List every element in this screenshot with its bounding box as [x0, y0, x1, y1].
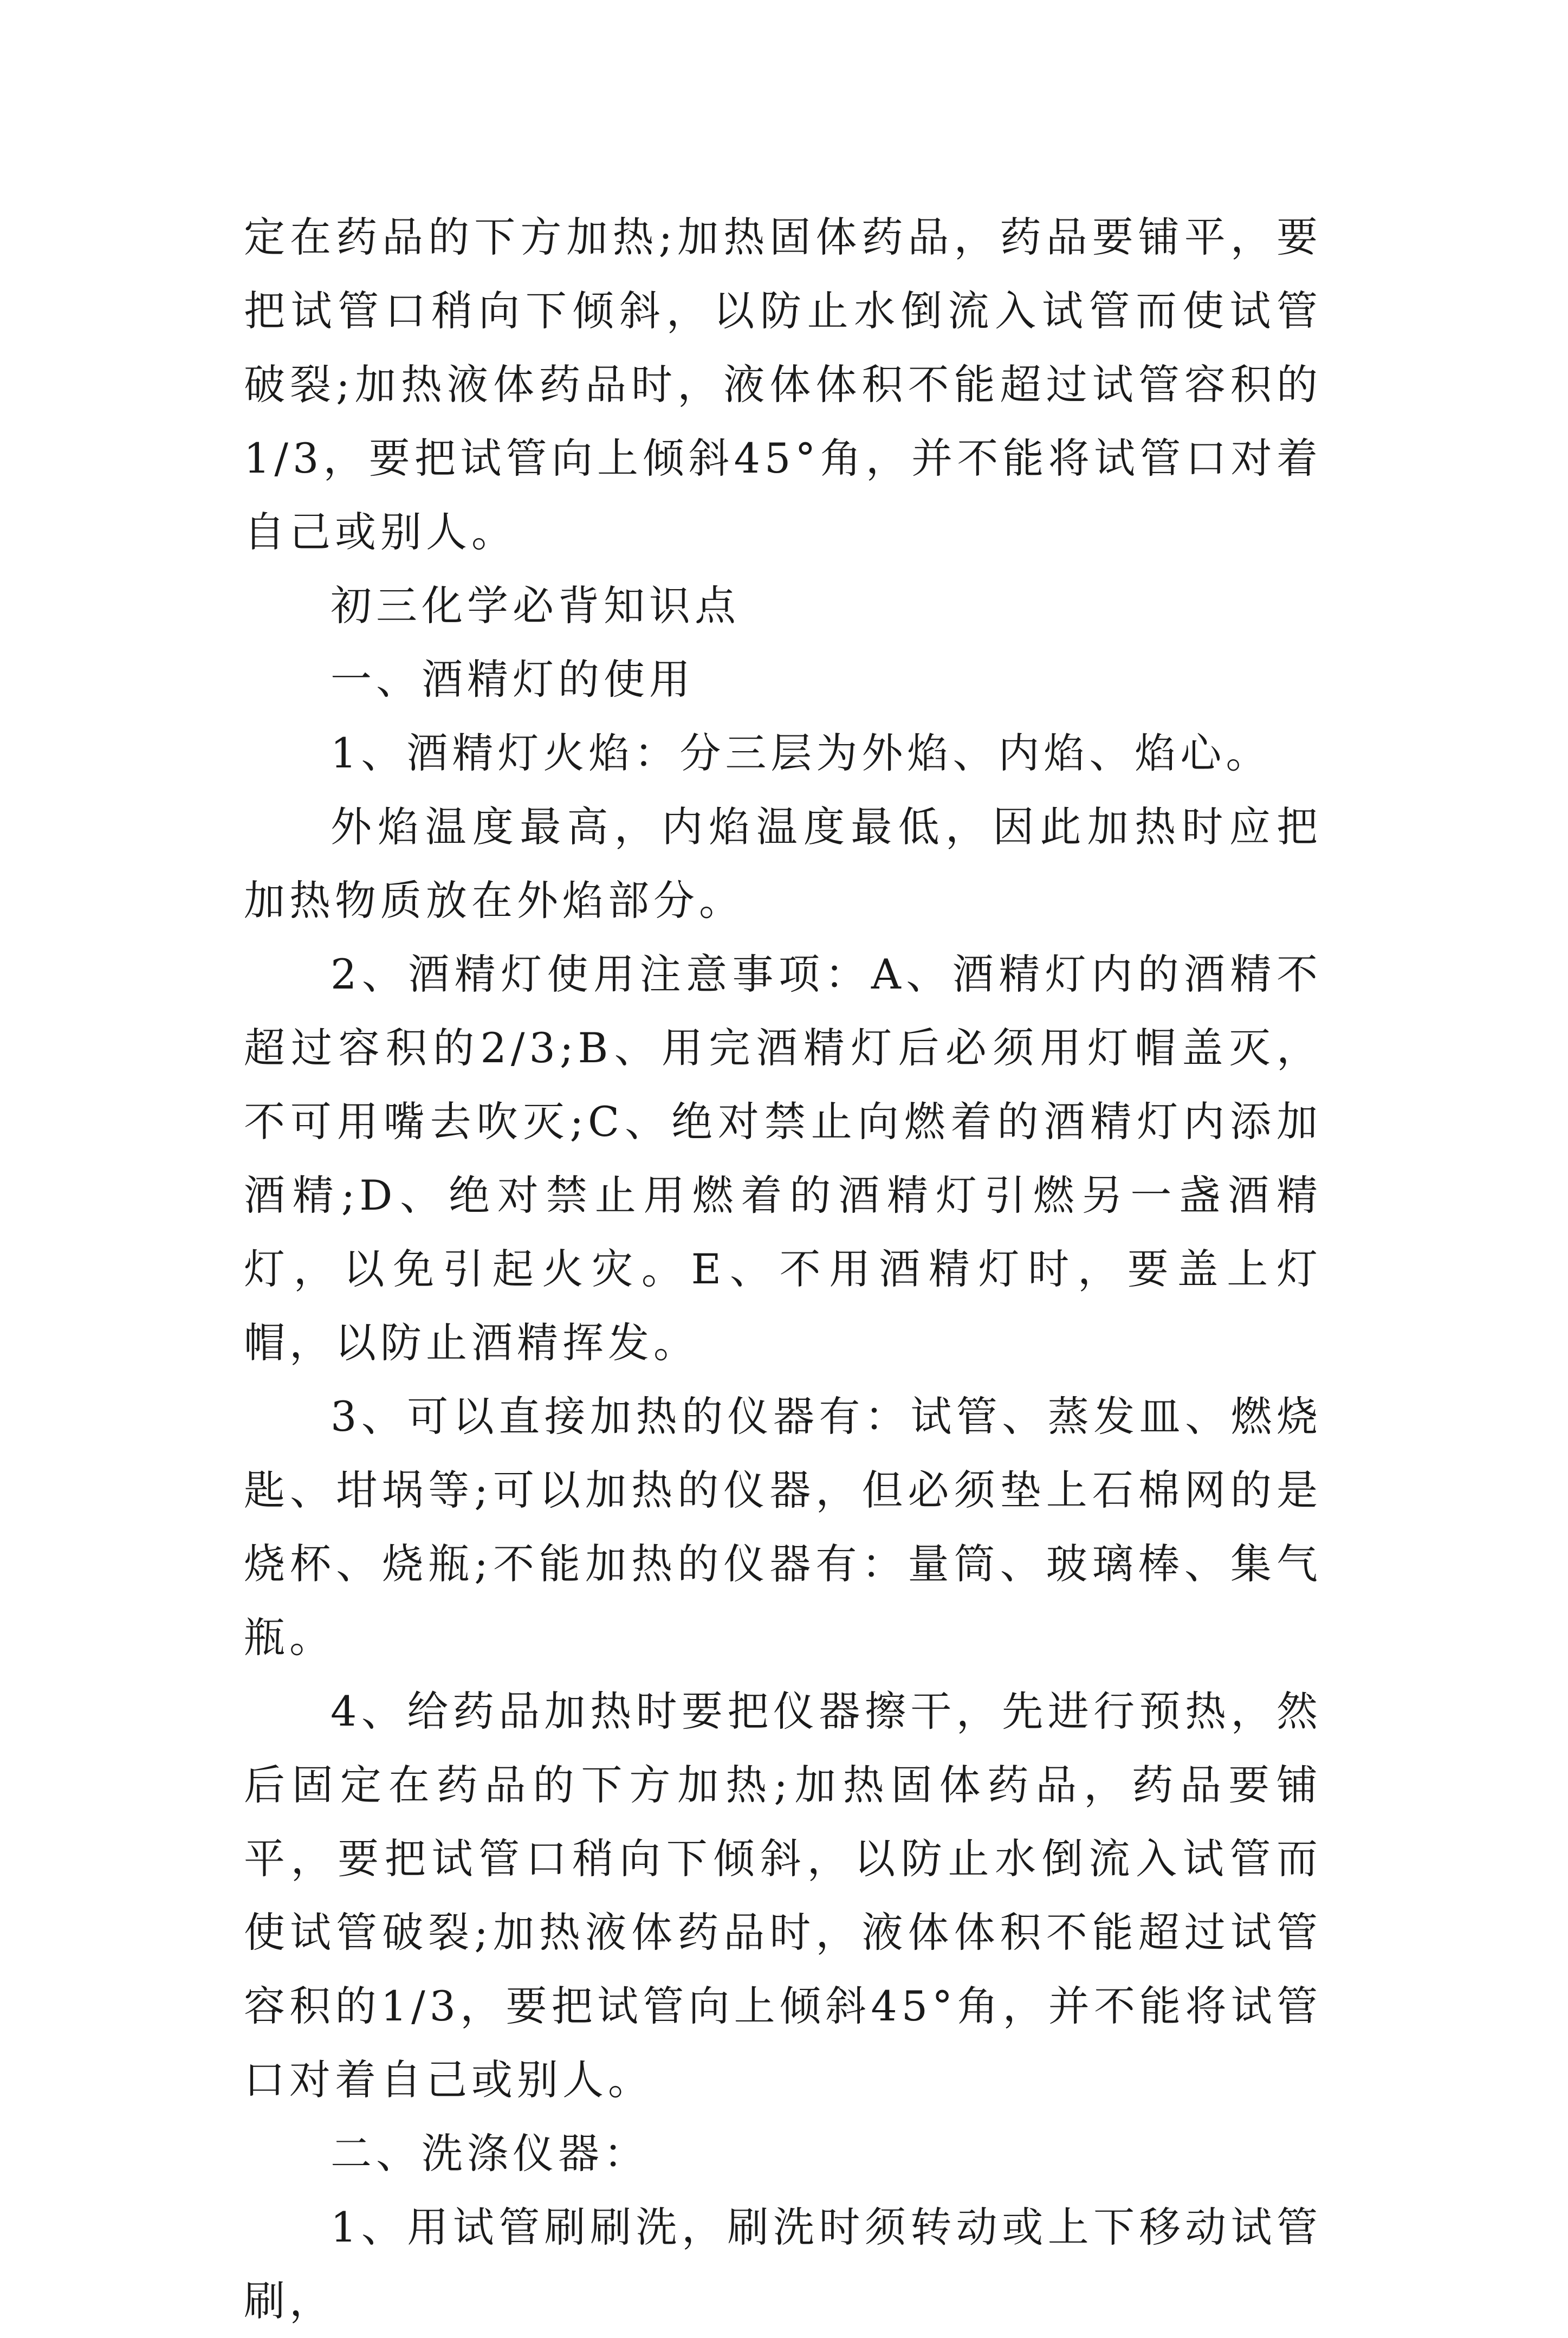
paragraph-flame-layers: 1、酒精灯火焰：分三层为外焰、内焰、焰心。: [331, 729, 1272, 777]
paragraph-lamp-precautions: 2、酒精灯使用注意事项：A、酒精灯内的酒精不超过容积的2/3;B、用完酒精灯后必须用灯帽盖灭，不可用嘴去吹灭;C、绝对禁止向燃着的酒精灯内添加酒精;D、绝对禁止用燃着的酒精灯引燃另一盏酒精灯，以免引起火灾。E、不用酒精灯时，要盖上灯帽，以防止酒精挥发。: [244, 950, 1322, 1367]
document-body: [244, 201, 1322, 2338]
paragraph-continued: 定在药品的下方加热;加热固体药品，药品要铺平，要把试管口稍向下倾斜，以防止水倒流入试管而使试管破裂;加热液体药品时，液体体积不能超过试管容积的1/3，要把试管向上倾斜45°角，并不能将试管口对着自己或别人。: [244, 213, 1322, 556]
paragraph-heating-method: 4、给药品加热时要把仪器擦干，先进行预热，然后固定在药品的下方加热;加热固体药品，药品要铺平，要把试管口稍向下倾斜，以防止水倒流入试管而使试管破裂;加热液体药品时，液体体积不能超过试管容积的1/3，要把试管向上倾斜45°角，并不能将试管口对着自己或别人。: [244, 1687, 1322, 2104]
paragraph-tube-brush: 1、用试管刷刷洗，刷洗时须转动或上下移动试管刷，: [244, 2203, 1322, 2325]
paragraph-flame-temperature: 外焰温度最高，内焰温度最低，因此加热时应把加热物质放在外焰部分。: [244, 803, 1322, 925]
section-title: 初三化学必背知识点: [331, 582, 740, 630]
paragraph-heatable-instruments: 3、可以直接加热的仪器有：试管、蒸发皿、燃烧匙、坩埚等;可以加热的仪器，但必须垫上石棉网的是烧杯、烧瓶;不能加热的仪器有：量筒、玻璃棒、集气瓶。: [244, 1392, 1322, 1662]
heading-alcohol-lamp: 一、酒精灯的使用: [331, 655, 695, 703]
heading-washing-instruments: 二、洗涤仪器：: [331, 2129, 649, 2178]
